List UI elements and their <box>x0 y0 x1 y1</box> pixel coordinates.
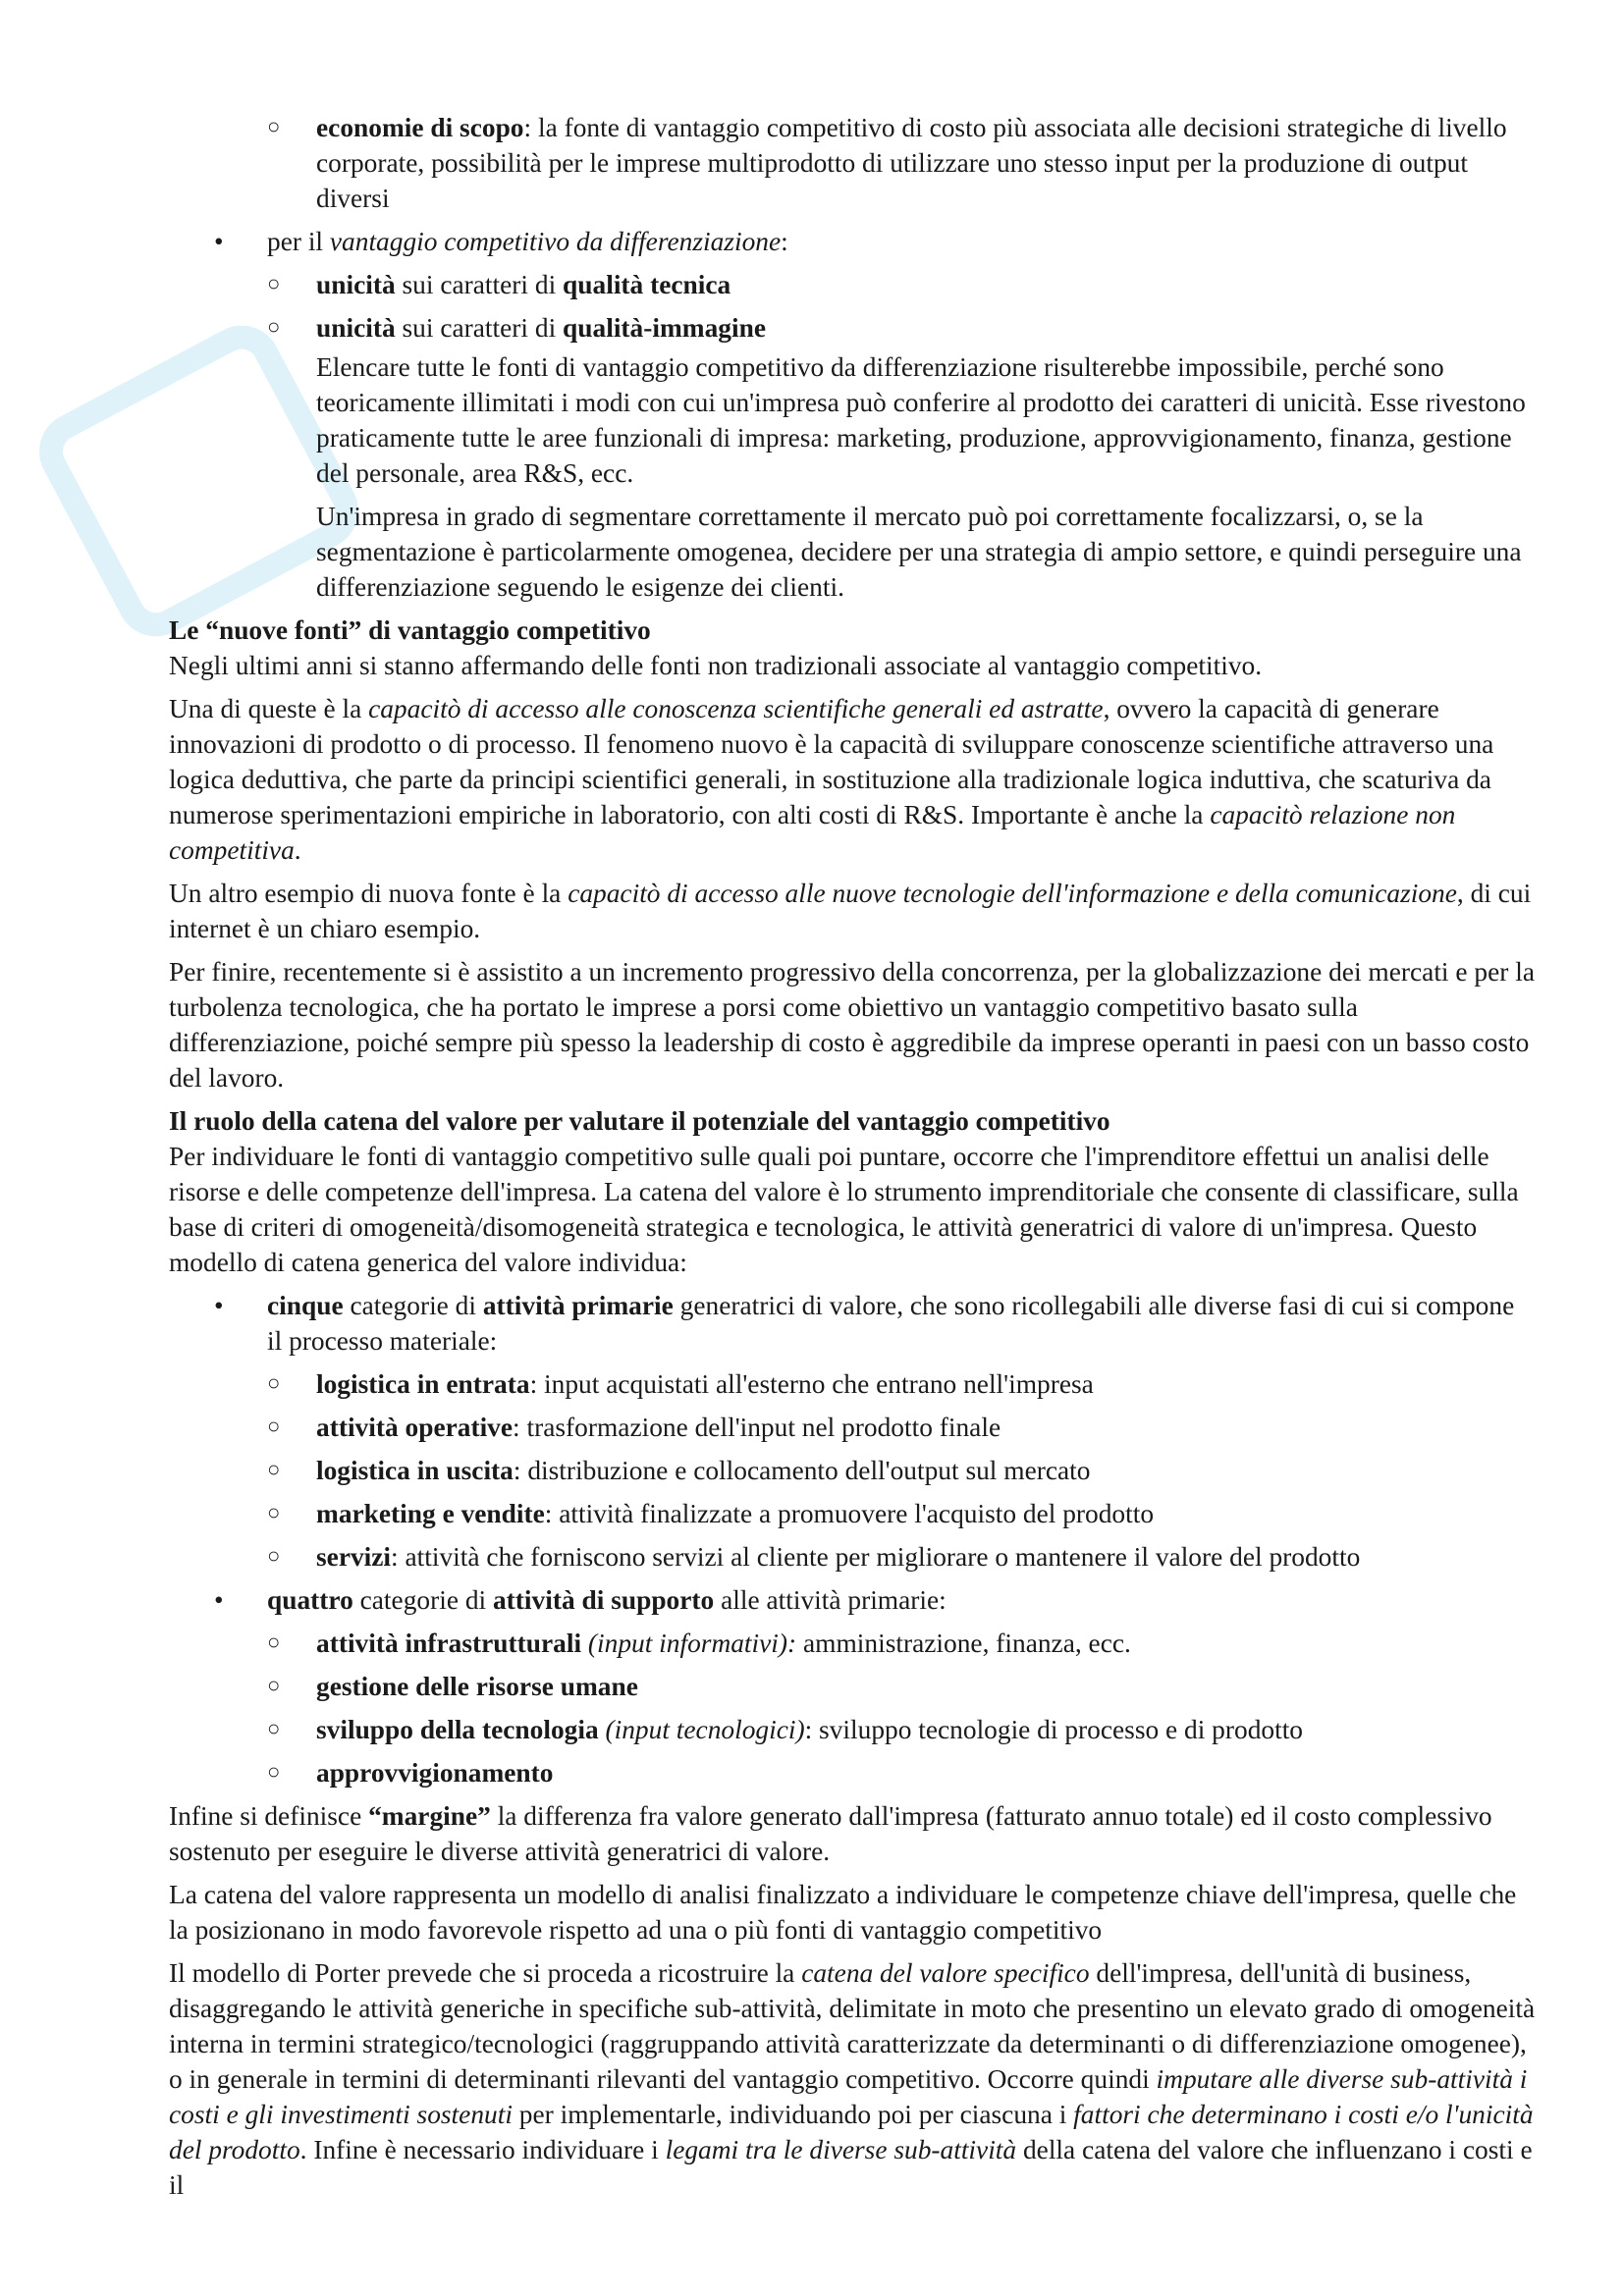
list-item <box>169 1410 1536 1445</box>
italic-text: (input informativi): <box>581 1629 797 1658</box>
list-item <box>169 1453 1536 1488</box>
circle-bullet-icon: ○ <box>267 1629 281 1654</box>
list-item <box>169 1669 1536 1704</box>
circle-bullet-icon: ○ <box>267 1457 281 1481</box>
bullet-icon: • <box>214 1291 224 1320</box>
list-item <box>169 110 1536 216</box>
italic-text: vantaggio competitivo da differenziazione <box>329 227 782 256</box>
item-text: : distribuzione e collocamento dell'output sul mercato <box>513 1456 1091 1485</box>
term: economie di scopo <box>316 113 524 142</box>
term: attività primarie <box>482 1291 674 1320</box>
text: dell'impresa, dell'unità di business, disaggregando le attività generiche in specifiche sub-attività, delimitate in moto che presentino un elevato grado di omogeneità interna in termini strategico/tecnologici (raggruppando attività caratterizzate da determinanti o di differenziazione omogenee), o in generale in termini di determinanti rilevanti del vantaggio competitivo. Occorre quindi <box>169 1958 1536 2094</box>
circle-bullet-icon: ○ <box>267 1759 281 1784</box>
circle-bullet-icon: ○ <box>267 1414 281 1438</box>
item-text: amministrazione, finanza, ecc. <box>796 1629 1131 1658</box>
text: Un altro esempio di nuova fonte è la <box>169 879 568 908</box>
term: qualità tecnica <box>563 270 731 299</box>
text: la differenza fra valore generato dall'impresa (fatturato annuo totale) ed il costo complessivo sostenuto per eseguire le diverse attività generatrici di valore. <box>169 1801 1492 1866</box>
circle-bullet-icon: ○ <box>267 1370 281 1395</box>
list-item <box>169 267 1536 302</box>
diff-sublist <box>169 267 1536 346</box>
list-item <box>169 1288 1536 1359</box>
paragraph <box>169 691 1536 868</box>
diff-paragraph-2: Un'impresa in grado di segmentare correttamente il mercato può poi correttamente focalizzarsi, o, se la segmentazione è particolarmente omogenea, decidere per una strategia di ampio settore, e quindi perseguire una differenziazione seguendo le esigenze dei clienti. <box>316 502 1522 602</box>
primary-list <box>169 1288 1536 1359</box>
term: logistica in uscita <box>316 1456 514 1485</box>
item-text: alle attività primarie: <box>714 1585 947 1615</box>
list-item <box>169 1755 1536 1790</box>
item-text: : la fonte di vantaggio competitivo di costo più associata alle decisioni strategiche di livello corporate, possibilità per le imprese multiprodotto di utilizzare uno stesso input per la produzione di output diversi <box>316 113 1507 213</box>
italic-text: (input tecnologici) <box>598 1715 805 1744</box>
list-item <box>169 1539 1536 1575</box>
italic-text: legami tra le diverse sub-attività <box>665 2135 1017 2164</box>
term: “margine” <box>368 1801 491 1831</box>
item-text: : trasformazione dell'input nel prodotto finale <box>513 1413 1001 1442</box>
circle-bullet-icon: ○ <box>267 1673 281 1697</box>
diff-list <box>169 224 1536 259</box>
list-item <box>169 1366 1536 1402</box>
top-sublist <box>169 110 1536 216</box>
list-item <box>169 1496 1536 1531</box>
term: approvvigionamento <box>316 1758 554 1788</box>
item-text: sui caratteri di <box>395 313 564 343</box>
document-body <box>169 110 1536 2211</box>
support-sublist <box>169 1626 1536 1790</box>
circle-bullet-icon: ○ <box>267 1500 281 1524</box>
italic-text: catena del valore specifico <box>801 1958 1090 1988</box>
term: cinque <box>267 1291 344 1320</box>
list-item <box>169 1626 1536 1661</box>
term: logistica in entrata <box>316 1369 530 1399</box>
italic-text: imputare alle diverse sub-attività i costi e gli investimenti sostenuti <box>169 2064 1528 2129</box>
italic-text: capacitò di accesso alle conoscenza scientifiche generali ed astratte <box>368 694 1104 723</box>
term: attività di supporto <box>492 1585 715 1615</box>
paragraph <box>169 876 1536 946</box>
text: per implementarle, individuando poi per ciascuna i <box>512 2100 1074 2129</box>
term: attività infrastrutturali <box>316 1629 582 1658</box>
term: gestione delle risorse umane <box>316 1672 638 1701</box>
term: marketing e vendite <box>316 1499 545 1528</box>
text: . Infine è necessario individuare i <box>299 2135 666 2164</box>
term: servizi <box>316 1542 392 1572</box>
paragraph: La catena del valore rappresenta un modello di analisi finalizzato a individuare le competenze chiave dell'impresa, quelle che la posizionano in modo favorevole rispetto ad una o più fonti di vantaggio competitivo <box>169 1880 1517 1945</box>
text: . <box>294 835 301 865</box>
circle-bullet-icon: ○ <box>267 114 281 138</box>
item-text: : attività che forniscono servizi al cliente per migliorare o mantenere il valore del prodotto <box>391 1542 1361 1572</box>
circle-bullet-icon: ○ <box>267 271 281 295</box>
term: attività operative <box>316 1413 514 1442</box>
section-heading: Il ruolo della catena del valore per valutare il potenziale del vantaggio competitivo <box>169 1106 1110 1136</box>
circle-bullet-icon: ○ <box>267 1543 281 1568</box>
item-text: : <box>781 227 788 256</box>
text: Infine si definisce <box>169 1801 369 1831</box>
italic-text: capacitò relazione non competitiva <box>169 800 1456 865</box>
list-item <box>169 310 1536 346</box>
circle-bullet-icon: ○ <box>267 1716 281 1740</box>
term: unicità <box>316 313 396 343</box>
text: , ovvero la capacità di generare innovazioni di prodotto o di processo. Il fenomeno nuovo è la capacità di sviluppare conoscenze scientifiche attraverso una logica deduttiva, che parte da principi scientifici generali, in sostituzione alla tradizionale logica induttiva, che scaturiva da numerose sperimentazioni empiriche in laboratorio, con alti costi di R&S. Importante è anche la <box>169 694 1494 829</box>
text: della catena del valore che influenzano i costi e il <box>169 2135 1533 2200</box>
circle-bullet-icon: ○ <box>267 314 281 339</box>
item-text: : input acquistati all'esterno che entrano nell'impresa <box>529 1369 1094 1399</box>
item-text: : sviluppo tecnologie di processo e di prodotto <box>804 1715 1304 1744</box>
section-heading: Le “nuove fonti” di vantaggio competitivo <box>169 615 651 645</box>
text: Il modello di Porter prevede che si proceda a ricostruire la <box>169 1958 802 1988</box>
paragraph: Per finire, recentemente si è assistito a un incremento progressivo della concorrenza, per la globalizzazione dei mercati e per la turbolenza tecnologica, che ha portato le imprese a porsi come obiettivo un vantaggio competitivo basato sulla differenziazione, poiché sempre più spesso la leadership di costo è aggredibile da imprese operanti in paesi con un basso costo del lavoro. <box>169 957 1535 1093</box>
item-text: categorie di <box>343 1291 483 1320</box>
paragraph: Negli ultimi anni si stanno affermando delle fonti non tradizionali associate al vantaggio competitivo. <box>169 651 1263 680</box>
primary-sublist <box>169 1366 1536 1575</box>
item-text: categorie di <box>352 1585 493 1615</box>
item-text: sui caratteri di <box>395 270 564 299</box>
item-text: per il <box>267 227 330 256</box>
italic-text: capacitò di accesso alle nuove tecnologie dell'informazione e della comunicazione <box>568 879 1457 908</box>
text: , di cui internet è un chiaro esempio. <box>169 879 1532 943</box>
list-item <box>169 1712 1536 1747</box>
diff-paragraph-1: Elencare tutte le fonti di vantaggio competitivo da differenziazione risulterebbe impossibile, perché sono teoricamente illimitati i modi con cui un'impresa può conferire al prodotto dei caratteri di unicità. Esse rivestono praticamente tutte le aree funzionali di impresa: marketing, produzione, approvvigionamento, finanza, gestione del personale, area R&S, ecc. <box>316 352 1526 488</box>
support-list <box>169 1582 1536 1618</box>
term: quattro <box>267 1585 353 1615</box>
term: qualità-immagine <box>563 313 767 343</box>
term: unicità <box>316 270 396 299</box>
item-text: generatrici di valore, che sono ricollegabili alle diverse fasi di cui si compone il processo materiale: <box>267 1291 1515 1356</box>
bullet-icon: • <box>214 227 224 256</box>
italic-text: fattori che determinano i costi e/o l'unicità del prodotto <box>169 2100 1534 2164</box>
text: Una di queste è la <box>169 694 369 723</box>
paragraph <box>169 1955 1536 2203</box>
paragraph <box>169 1798 1536 1869</box>
list-item <box>169 224 1536 259</box>
item-text: : attività finalizzate a promuovere l'acquisto del prodotto <box>544 1499 1155 1528</box>
list-item <box>169 1582 1536 1618</box>
bullet-icon: • <box>214 1585 224 1615</box>
term: sviluppo della tecnologia <box>316 1715 599 1744</box>
paragraph: Per individuare le fonti di vantaggio competitivo sulle quali poi puntare, occorre che l'imprenditore effettui un analisi delle risorse e delle competenze dell'impresa. La catena del valore è lo strumento imprenditoriale che consente di classificare, sulla base di criteri di omogeneità/disomogeneità strategica e tecnologica, le attività generatrici di valore di un'impresa. Questo modello di catena generica del valore individua: <box>169 1142 1519 1277</box>
